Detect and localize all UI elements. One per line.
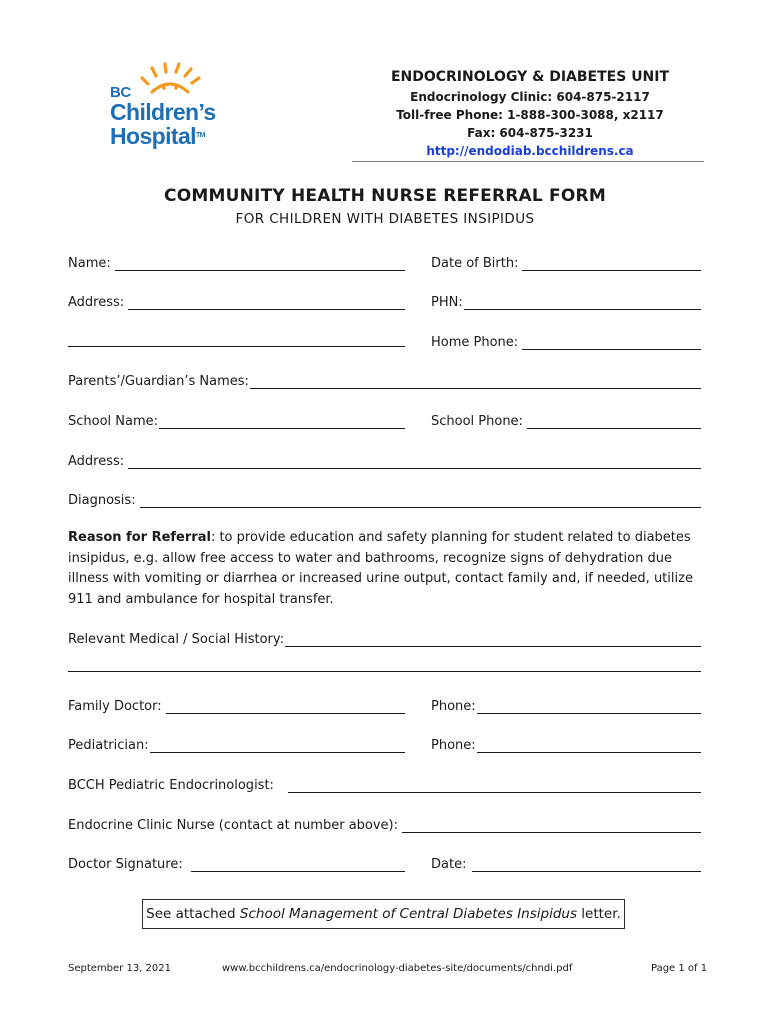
footer-url: www.bcchildrens.ca/endocrinology-diabetes-site/documents/chndi.pdf bbox=[222, 963, 573, 974]
logo-childrens: Children’s bbox=[110, 99, 216, 125]
family-doctor-line[interactable] bbox=[166, 699, 405, 714]
parents-label: Parents’/Guardian’s Names: bbox=[68, 374, 249, 389]
diagnosis-line[interactable] bbox=[140, 493, 701, 508]
parents-field[interactable] bbox=[68, 371, 701, 389]
signature-line[interactable] bbox=[191, 857, 405, 872]
pediatrician-phone-line[interactable] bbox=[477, 738, 701, 753]
home-phone-line[interactable] bbox=[522, 335, 701, 350]
address-continued-line[interactable] bbox=[68, 345, 405, 347]
name-label: Name: bbox=[68, 256, 111, 271]
school-phone-field[interactable] bbox=[431, 411, 701, 429]
family-doctor-label: Family Doctor: bbox=[68, 699, 162, 714]
school-phone-line[interactable] bbox=[527, 414, 701, 429]
address-line[interactable] bbox=[128, 295, 405, 310]
parents-line[interactable] bbox=[250, 374, 701, 389]
reason-label: Reason for Referral bbox=[68, 530, 211, 545]
fax-number: Fax: 604-875-3231 bbox=[467, 126, 593, 140]
note-text-before: See attached bbox=[146, 906, 240, 922]
pediatrician-phone-field[interactable] bbox=[431, 735, 701, 753]
logo-bc: BC bbox=[110, 84, 131, 101]
address-label: Address: bbox=[68, 295, 125, 310]
endocrinologist-field[interactable] bbox=[68, 775, 701, 793]
pediatrician-label: Pediatrician: bbox=[68, 738, 149, 753]
attached-letter-note bbox=[142, 899, 625, 929]
diagnosis-field[interactable] bbox=[68, 490, 701, 508]
reason-text: : to provide education and safety planning for student related to diabetes insipidus, e.g. allow free access to water and bathrooms, recognize signs of dehydration due illness with vomiting or diarrhea or increased urine output, contact family and, if needed, utilize 911 and ambulance for hospital transfer. bbox=[68, 530, 693, 607]
school-address-field[interactable] bbox=[68, 451, 701, 469]
school-name-field[interactable] bbox=[68, 411, 405, 429]
name-line[interactable] bbox=[115, 256, 405, 271]
family-doctor-phone-label: Phone: bbox=[431, 699, 476, 714]
pediatrician-phone-label: Phone: bbox=[431, 738, 476, 753]
family-doctor-field[interactable] bbox=[68, 696, 405, 714]
phn-field[interactable] bbox=[431, 292, 701, 310]
phn-line[interactable] bbox=[464, 295, 701, 310]
clinic-nurse-field[interactable] bbox=[68, 815, 701, 833]
family-doctor-phone-line[interactable] bbox=[477, 699, 701, 714]
footer-page-number: Page 1 of 1 bbox=[651, 963, 708, 974]
footer-date: September 13, 2021 bbox=[68, 963, 171, 974]
date-label: Date: bbox=[431, 857, 467, 872]
bc-childrens-hospital-logo bbox=[104, 62, 244, 162]
unit-website-link[interactable]: http://endodiab.bcchildrens.ca bbox=[426, 144, 634, 158]
diagnosis-label: Diagnosis: bbox=[68, 493, 136, 508]
address-field[interactable] bbox=[68, 292, 405, 310]
school-address-label: Address: bbox=[68, 454, 125, 469]
phn-label: PHN: bbox=[431, 295, 463, 310]
school-phone-label: School Phone: bbox=[431, 414, 523, 429]
dob-field[interactable] bbox=[431, 253, 701, 271]
endocrinologist-line[interactable] bbox=[288, 778, 701, 793]
pediatrician-line[interactable] bbox=[150, 738, 405, 753]
family-doctor-phone-field[interactable] bbox=[431, 696, 701, 714]
logo-hospital: HospitalTM bbox=[110, 123, 205, 149]
clinic-phone: Endocrinology Clinic: 604-875-2117 bbox=[410, 90, 650, 104]
tollfree-phone: Toll-free Phone: 1-888-300-3088, x2117 bbox=[396, 108, 664, 122]
note-text-after: letter. bbox=[577, 906, 621, 922]
history-line[interactable] bbox=[285, 632, 701, 647]
note-letter-title: School Management of Central Diabetes Insipidus bbox=[239, 906, 577, 922]
header-divider bbox=[352, 161, 704, 162]
form-title: COMMUNITY HEALTH NURSE REFERRAL FORM bbox=[164, 186, 606, 206]
signature-field[interactable] bbox=[68, 854, 405, 872]
pediatrician-field[interactable] bbox=[68, 735, 405, 753]
unit-title: ENDOCRINOLOGY & DIABETES UNIT bbox=[390, 69, 670, 85]
home-phone-field[interactable] bbox=[431, 332, 701, 350]
endocrinologist-label: BCCH Pediatric Endocrinologist: bbox=[68, 778, 274, 793]
clinic-nurse-line[interactable] bbox=[402, 818, 701, 833]
history-field[interactable] bbox=[68, 629, 701, 647]
reason-for-referral bbox=[68, 528, 704, 610]
date-line[interactable] bbox=[472, 857, 701, 872]
dob-line[interactable] bbox=[522, 256, 701, 271]
school-address-line[interactable] bbox=[128, 454, 701, 469]
dob-label: Date of Birth: bbox=[431, 256, 519, 271]
form-subtitle: FOR CHILDREN WITH DIABETES INSIPIDUS bbox=[235, 211, 535, 227]
school-name-label: School Name: bbox=[68, 414, 159, 429]
name-field[interactable] bbox=[68, 253, 405, 271]
signature-label: Doctor Signature: bbox=[68, 857, 183, 872]
home-phone-label: Home Phone: bbox=[431, 335, 519, 350]
clinic-nurse-label: Endocrine Clinic Nurse (contact at number above): bbox=[68, 818, 399, 833]
history-continued-line[interactable] bbox=[68, 670, 701, 672]
history-label: Relevant Medical / Social History: bbox=[68, 632, 284, 647]
school-name-line[interactable] bbox=[159, 414, 405, 429]
date-field[interactable] bbox=[431, 854, 701, 872]
